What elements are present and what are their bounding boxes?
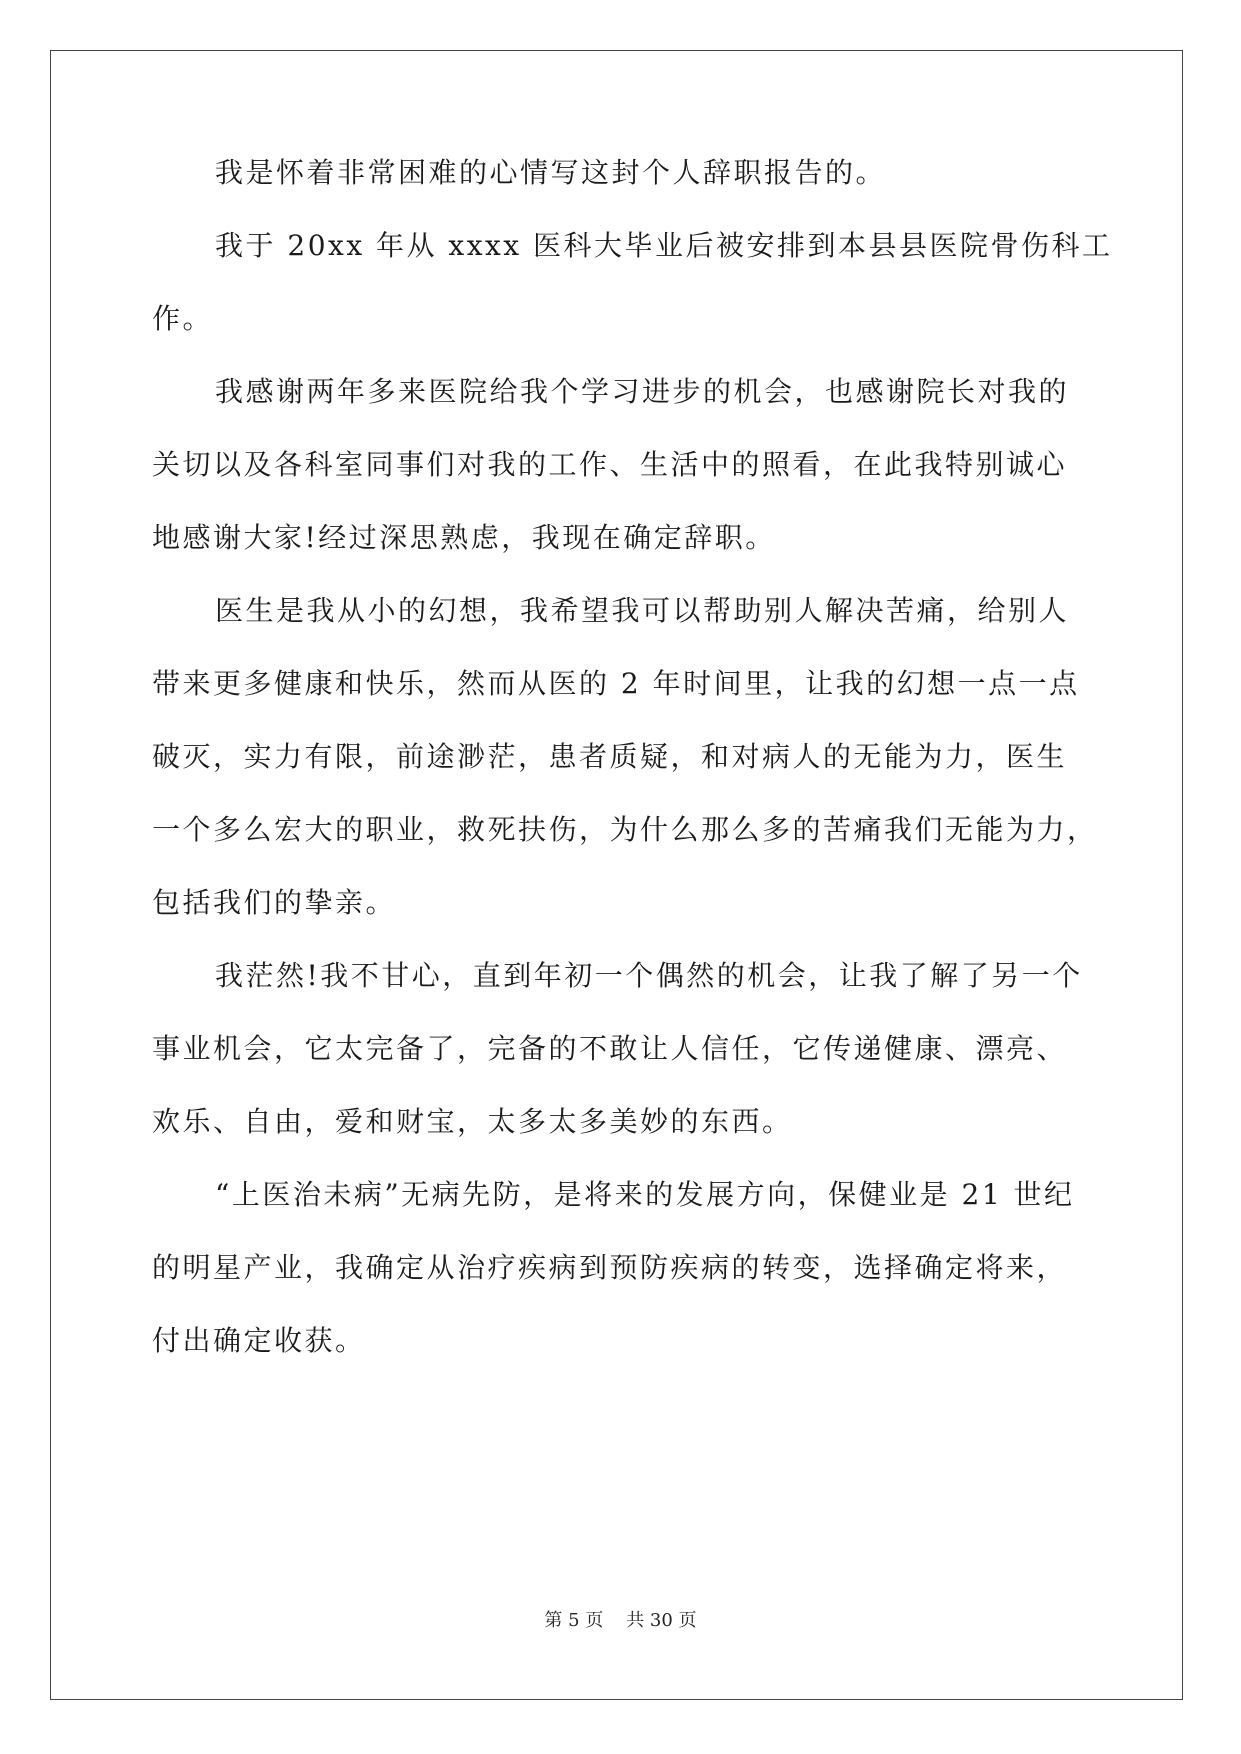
paragraph-6-line-3: 付出确定收获。 [152, 1324, 366, 1357]
paragraph-3-line-3: 地感谢大家!经过深思熟虑，我现在确定辞职。 [152, 521, 776, 554]
paragraph-4-line-2: 带来更多健康和快乐，然而从医的 2 年时间里，让我的幻想一点一点 [152, 667, 1080, 700]
paragraph-5-line-2: 事业机会，它太完备了，完备的不敢让人信任，它传递健康、漂亮、 [152, 1032, 1068, 1065]
paragraph-5-line-1: 我茫然!我不甘心，直到年初一个偶然的机会，让我了解了另一个 [215, 959, 1083, 992]
paragraph-3-line-2: 关切以及各科室同事们对我的工作、生活中的照看，在此我特别诚心 [152, 448, 1068, 481]
paragraph-4-line-4: 一个多么宏大的职业，救死扶伤，为什么那么多的苦痛我们无能为力， [152, 813, 1098, 846]
paragraph-3-line-1: 我感谢两年多来医院给我个学习进步的机会，也感谢院长对我的 [215, 375, 1070, 408]
page-footer: 第 5 页 共 30 页 [544, 1610, 697, 1631]
paragraph-4-line-5: 包括我们的挚亲。 [152, 886, 397, 919]
paragraph-2-line-2: 作。 [152, 302, 214, 335]
paragraph-4-line-1: 医生是我从小的幻想，我希望我可以帮助别人解决苦痛，给别人 [215, 594, 1070, 627]
paragraph-6-line-2: 的明星产业，我确定从治疗疾病到预防疾病的转变，选择确定将来， [152, 1251, 1068, 1284]
paragraph-1-line-1: 我是怀着非常困难的心情写这封个人辞职报告的。 [215, 156, 887, 189]
paragraph-2-line-1: 我于 20xx 年从 xxxx 医科大毕业后被安排到本县县医院骨伤科工 [215, 229, 1113, 262]
paragraph-5-line-3: 欢乐、自由，爱和财宝，太多太多美妙的东西。 [152, 1105, 793, 1138]
page-border [50, 50, 1183, 1700]
paragraph-4-line-3: 破灭，实力有限，前途渺茫，患者质疑，和对病人的无能为力，医生 [152, 740, 1068, 773]
paragraph-6-line-1: “上医治未病”无病先防，是将来的发展方向，保健业是 21 世纪 [215, 1178, 1075, 1211]
